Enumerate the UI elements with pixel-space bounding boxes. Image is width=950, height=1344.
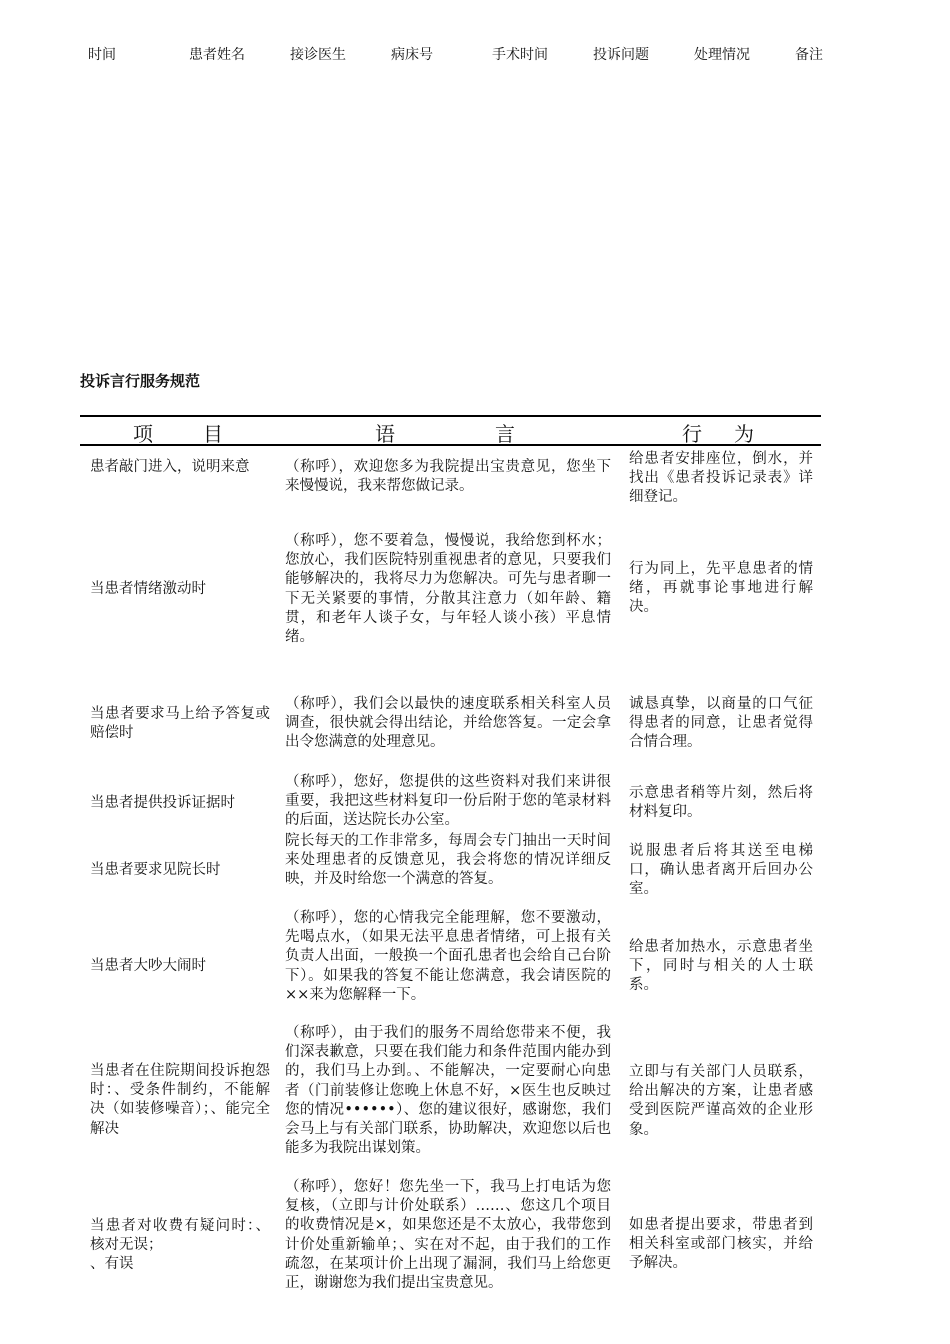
header-time: 时间 — [88, 47, 116, 63]
row-1-language: （称呼），欢迎您多为我院提出宝贵意见，您坐下来慢慢说，我来帮您做记录。 — [285, 459, 611, 495]
header-bed-number: 病床号 — [391, 47, 433, 63]
row-6-behavior: 给患者加热水，示意患者坐下，同时与相关的人士联系。 — [629, 939, 813, 994]
row-1-item: 患者敲门进入，说明来意 — [90, 459, 250, 475]
header-patient-name: 患者姓名 — [189, 47, 245, 63]
form-header-row — [0, 44, 950, 68]
row-3-item: 当患者要求马上给予答复或赔偿时 — [90, 706, 270, 742]
row-3-behavior: 诚恳真挚，以商量的口气征得患者的同意，让患者觉得合情合理。 — [629, 696, 813, 751]
table-top-rule — [80, 415, 821, 417]
row-8-language: （称呼），您好！您先坐一下，我马上打电话为您复核，（立即与计价处联系）……、您这几个项目的收费情况是×，如果您还是不太放心，我带您到计价处重新输单；、实在对不起，由于我们的工作疏忽，在某项计价上出现了漏洞，我们马上给您更正，谢谢您为我们提出宝贵意见。 — [285, 1179, 611, 1292]
section-title: 投诉言行服务规范 — [80, 372, 201, 390]
row-4-behavior: 示意患者稍等片刻，然后将材料复印。 — [629, 785, 813, 821]
column-header-behavior: 行为 — [682, 422, 786, 446]
row-5-item: 当患者要求见院长时 — [90, 862, 221, 878]
row-4-item: 当患者提供投诉证据时 — [90, 795, 235, 811]
row-7-item: 当患者在住院期间投诉抱怨时：、受条件制约，不能解决（如装修噪音）；、能完全解决 — [90, 1063, 270, 1137]
row-7-language: （称呼），由于我们的服务不周给您带来不便，我们深表歉意，只要在我们能力和条件范围内能办到的，我们马上办到。、不能解决，一定要耐心向患者（门前装修让您晚上休息不好，×医生也反映过您的情况••••••）、您的建议很好，感谢您，我们会马上与有关部门联系，协助解决，欢迎您以后也能多为我院出谋划策。 — [285, 1025, 611, 1157]
row-3-language: （称呼），我们会以最快的速度联系相关科室人员调查，很快就会得出结论，并给您答复。一定会拿出令您满意的处理意见。 — [285, 696, 611, 751]
row-6-item: 当患者大吵大闹时 — [90, 958, 206, 974]
header-complaint: 投诉问题 — [593, 47, 649, 63]
row-2-language: （称呼），您不要着急，慢慢说，我给您到杯水；您放心，我们医院特别重视患者的意见，只要我们能够解决的，我将尽力为您解决。可先与患者聊一下无关紧要的事情，分散其注意力（如年龄、籍贯，和老年人谈子女，与年轻人谈小孩）平息情绪。 — [285, 533, 611, 646]
row-7-behavior: 立即与有关部门人员联系，给出解决的方案，让患者感受到医院严谨高效的企业形象。 — [629, 1064, 813, 1138]
row-1-behavior: 给患者安排座位，倒水，并找出《患者投诉记录表》详细登记。 — [629, 451, 813, 506]
row-4-language: （称呼），您好，您提供的这些资料对我们来讲很重要，我把这些材料复印一份后附于您的笔录材料的后面，送达院长办公室。 — [285, 774, 611, 829]
header-doctor: 接诊医生 — [290, 47, 346, 63]
row-5-language: 院长每天的工作非常多，每周会专门抽出一天时间来处理患者的反馈意见，我会将您的情况详细反映，并及时给您一个满意的答复。 — [285, 833, 611, 888]
row-8-behavior: 如患者提出要求，带患者到相关科室或部门核实，并给予解决。 — [629, 1217, 813, 1272]
row-2-behavior: 行为同上，先平息患者的情绪，再就事论事地进行解决。 — [629, 561, 813, 616]
row-6-language: （称呼），您的心情我完全能理解，您不要激动，先喝点水，（如果无法平息患者情绪，可上报有关负责人出面，一般换一个面孔患者也会给自己台阶下）。如果我的答复不能让您满意，我会请医院的××来为您解释一下。 — [285, 910, 611, 1003]
column-header-language: 语言 — [375, 422, 615, 446]
header-remarks: 备注 — [795, 47, 823, 63]
row-8-item: 当患者对收费有疑问时：、核对无误； 、有误 — [90, 1218, 270, 1273]
column-header-item: 项目 — [133, 422, 273, 446]
row-5-behavior: 说服患者后将其送至电梯口，确认患者离开后回办公室。 — [629, 843, 813, 898]
header-handling: 处理情况 — [694, 47, 750, 63]
header-surgery-time: 手术时间 — [492, 47, 548, 63]
row-2-item: 当患者情绪激动时 — [90, 581, 206, 597]
